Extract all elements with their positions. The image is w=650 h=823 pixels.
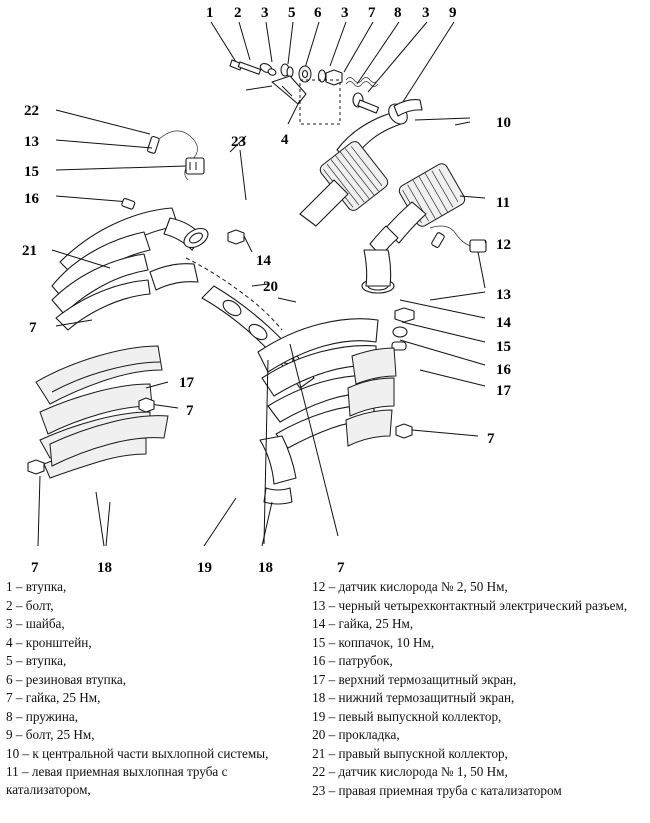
- callout-3a: 3: [261, 5, 269, 21]
- legend-column-left: [0, 578, 304, 800]
- callout-16-right: 16: [496, 362, 511, 378]
- legend-item: 14 – гайка, 25 Нм,: [312, 616, 414, 632]
- callout-17-right: 17: [496, 383, 511, 399]
- legend-item: 15 – коппачок, 10 Нм,: [312, 634, 435, 650]
- legend-item: 17 – верхний термозащитный экран,: [312, 671, 517, 687]
- legend-item: 16 – патрубок,: [312, 653, 393, 669]
- callout-10: 10: [496, 115, 511, 131]
- callout-7-bottom-left: 7: [31, 560, 39, 576]
- callout-14-right: 14: [496, 315, 511, 331]
- lower-heat-shield-group: [50, 416, 272, 546]
- callout-14-mid: 14: [256, 253, 271, 269]
- callout-8: 8: [394, 5, 402, 21]
- callout-13-right: 13: [496, 287, 511, 303]
- legend-item: 11 – левая приемная выхлопная труба с катализатором,: [6, 764, 228, 798]
- callout-18-left: 18: [97, 560, 112, 576]
- callout-17-left: 17: [179, 375, 194, 391]
- oxygen-sensor-left-group: [56, 110, 204, 210]
- oxygen-sensor-right-group: [392, 226, 486, 386]
- callout-12: 12: [496, 237, 511, 253]
- callout-19: 19: [197, 560, 212, 576]
- callout-7-top: 7: [368, 5, 376, 21]
- legend-item: 23 – правая приемная труба с катализатором: [312, 783, 562, 799]
- legend-item: 3 – шайба,: [6, 616, 65, 632]
- legend-item: 20 – прокладка,: [312, 727, 400, 743]
- callout-9: 9: [449, 5, 457, 21]
- legend-item: 13 – черный четырехконтактный электрический разъем,: [312, 597, 628, 613]
- legend-item: 12 – датчик кислорода № 2, 50 Нм,: [312, 579, 508, 594]
- legend-item: 19 – певый выпускной коллектор,: [312, 708, 502, 724]
- legend-item: 22 – датчик кислорода № 1, 50 Нм,: [312, 764, 508, 780]
- callout-5: 5: [288, 5, 296, 21]
- callout-13-left: 13: [24, 134, 39, 150]
- callout-3c: 3: [422, 5, 430, 21]
- legend-item: 8 – пружина,: [6, 708, 79, 724]
- callout-15-left: 15: [24, 164, 39, 180]
- legend-item: 1 – втупка,: [6, 579, 67, 594]
- legend-item: 2 – болт,: [6, 597, 54, 613]
- callout-4: 4: [281, 132, 289, 148]
- mounting-hardware-group: [230, 60, 379, 124]
- callout-3b: 3: [341, 5, 349, 21]
- legend-item: 18 – нижний термозащитный экран,: [312, 690, 515, 706]
- callout-7-right: 7: [487, 431, 495, 447]
- callout-15-right: 15: [496, 339, 511, 355]
- legend-item: 6 – резиновая втупка,: [6, 671, 127, 687]
- legend-item: 10 – к центральной части выхлопной системы,: [6, 745, 269, 761]
- legend: [0, 578, 650, 823]
- callout-22: 22: [24, 103, 39, 119]
- legend-item: 7 – гайка, 25 Нм,: [6, 690, 101, 706]
- callout-7-bottom-right: 7: [337, 560, 345, 576]
- callout-6: 6: [314, 5, 322, 21]
- callout-7-left: 7: [29, 320, 37, 336]
- right-exhaust-manifold: [52, 208, 211, 330]
- legend-item: 5 – втупка,: [6, 653, 67, 669]
- upper-heat-shield-right: [346, 348, 478, 446]
- callout-23: 23: [231, 134, 246, 150]
- callout-18-right: 18: [258, 560, 273, 576]
- legend-item: 9 – болт, 25 Нм,: [6, 727, 95, 743]
- callout-16-left: 16: [24, 191, 39, 207]
- legend-item: 21 – правый выпускной коллектор,: [312, 745, 508, 761]
- legend-item: 4 – кронштейн,: [6, 634, 92, 650]
- legend-column-right: [304, 578, 650, 801]
- callout-11: 11: [496, 195, 511, 211]
- callout-21: 21: [22, 243, 37, 259]
- callout-20: 20: [263, 279, 278, 295]
- callout-1: 1: [206, 5, 214, 21]
- callout-7-mid: 7: [186, 403, 194, 419]
- callout-2: 2: [234, 5, 242, 21]
